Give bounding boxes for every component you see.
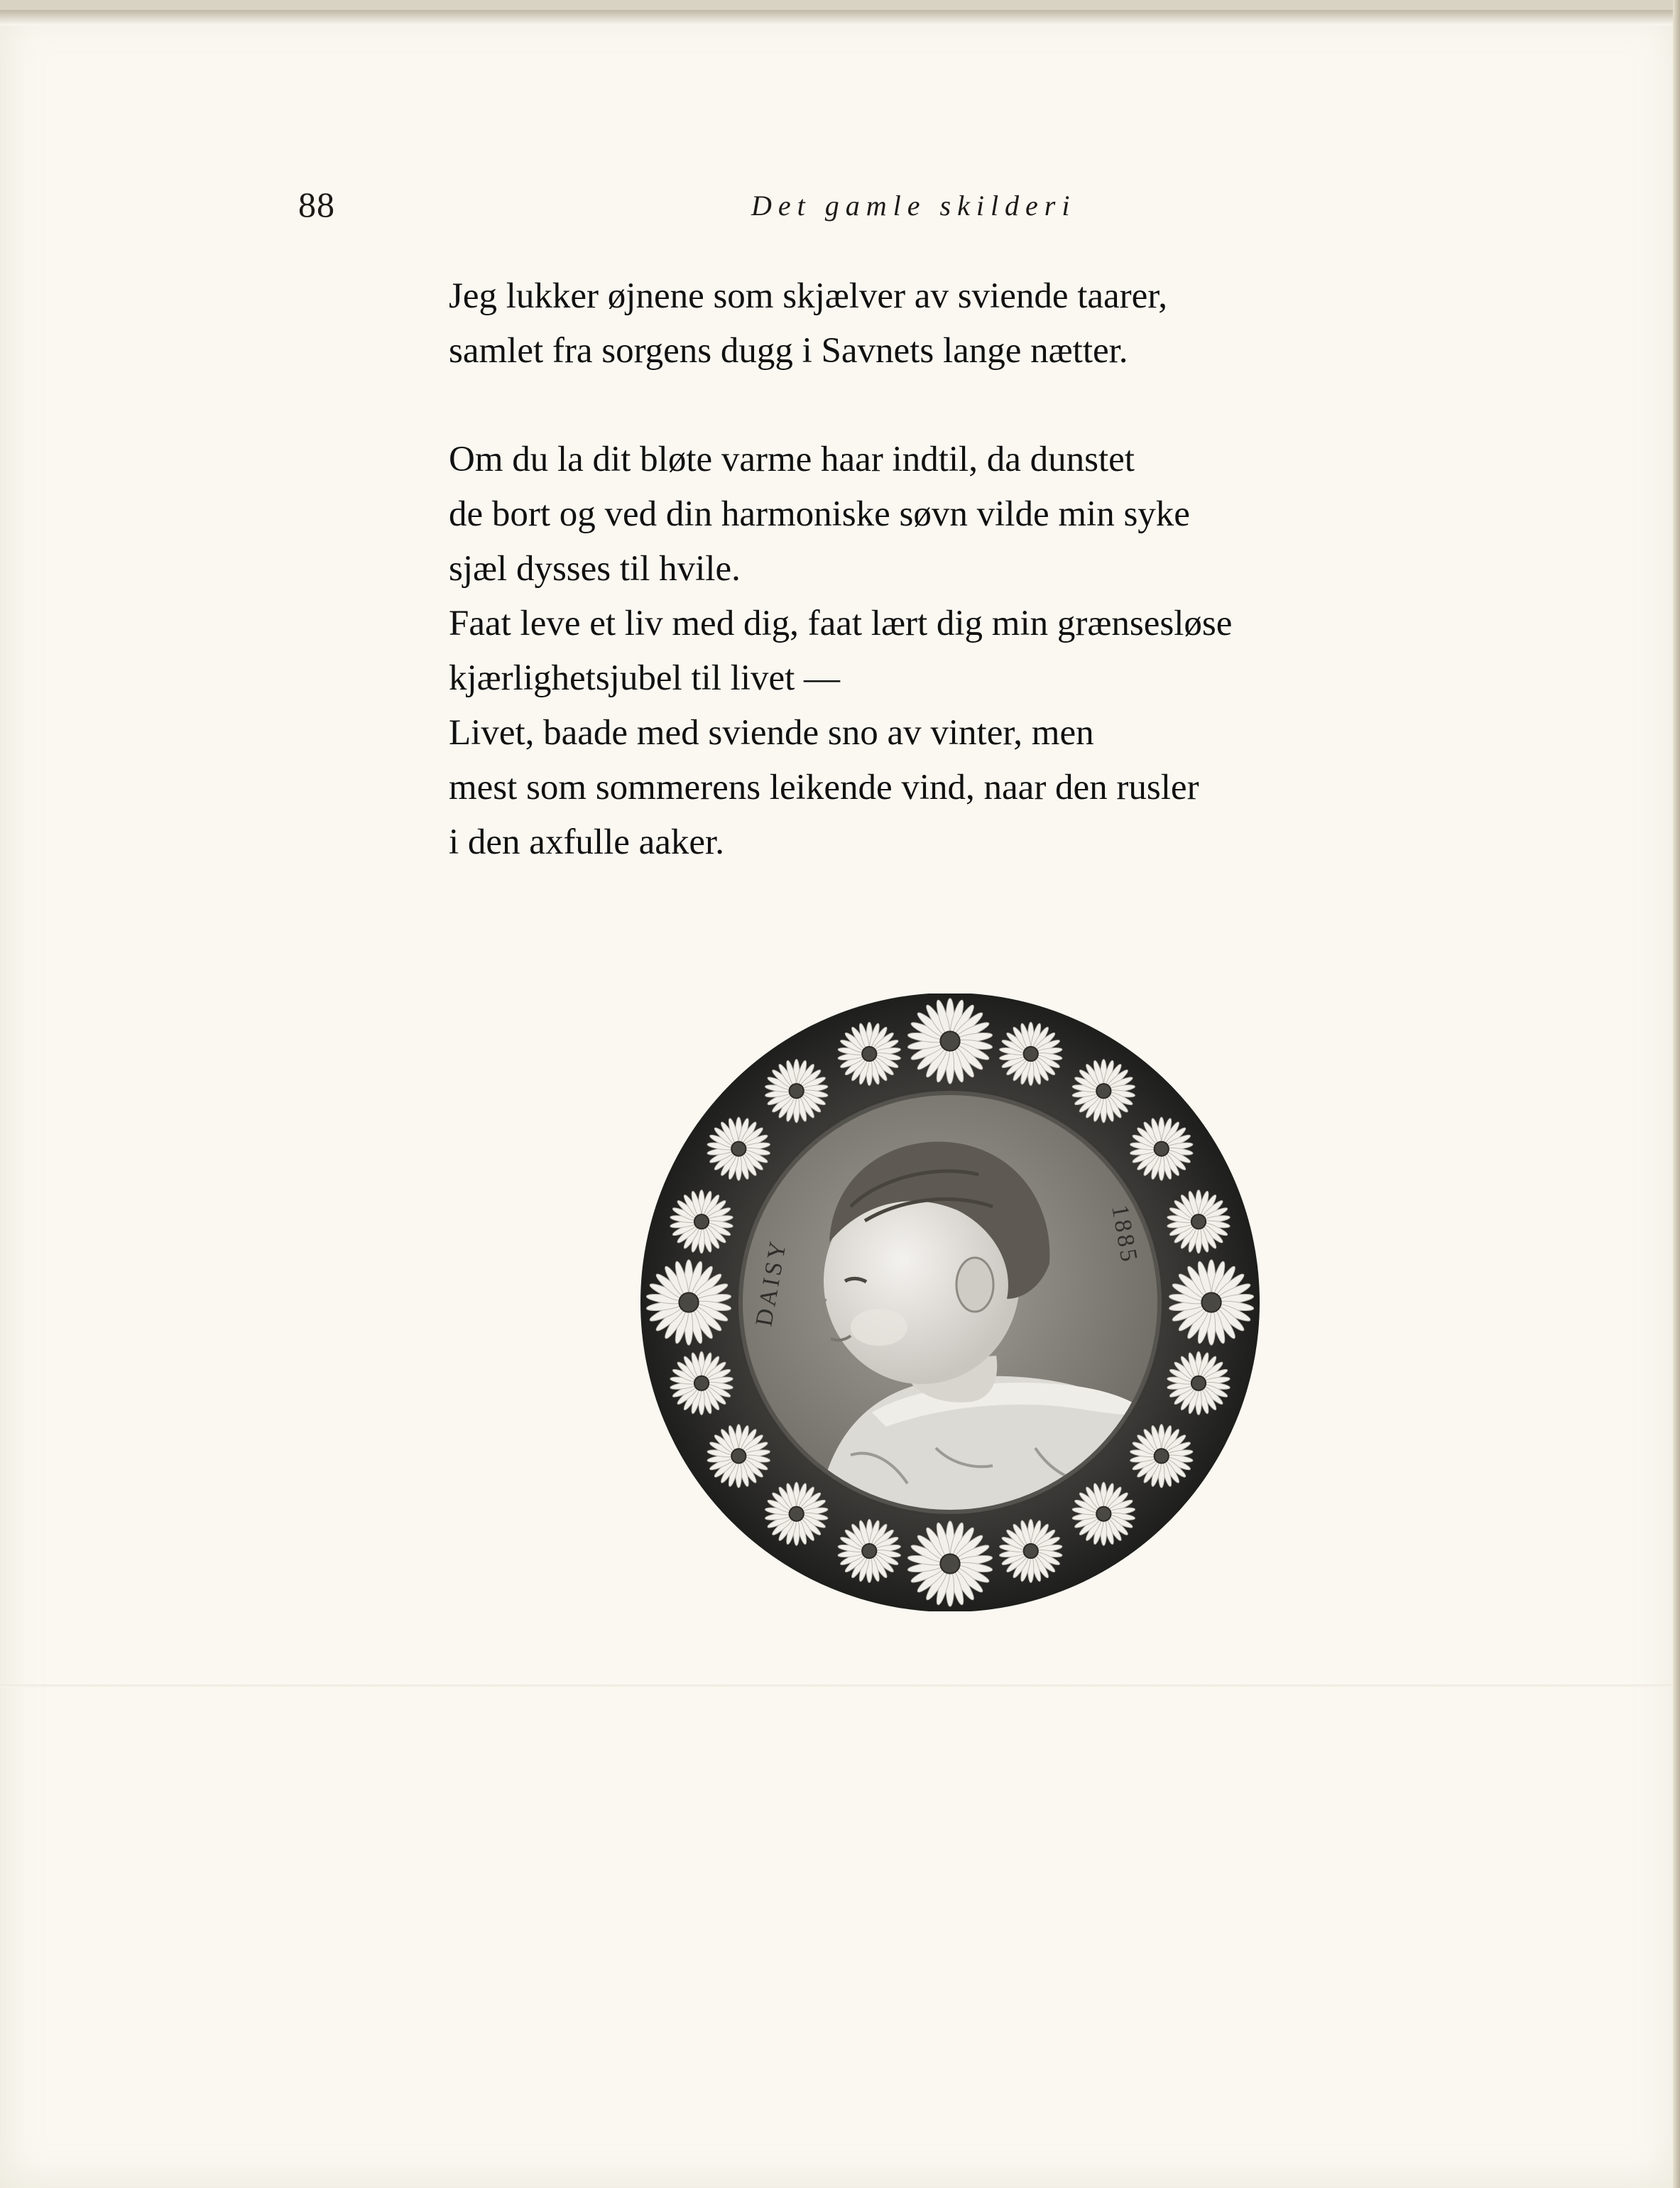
plate-inscription-right: 1885 — [1106, 1202, 1143, 1267]
daisy-center — [862, 1047, 876, 1061]
poem-line: Om du la dit bløte varme haar indtil, da dunstet — [449, 440, 1135, 479]
book-page — [0, 10, 1677, 2188]
daisy-center — [679, 1292, 698, 1312]
daisy-center — [1024, 1544, 1038, 1558]
daisy-center — [694, 1376, 709, 1390]
page-top-shadow — [0, 10, 1680, 26]
page-fold-line — [0, 1684, 1677, 1687]
daisy-center — [790, 1507, 804, 1521]
daisy-center — [1201, 1292, 1221, 1312]
poem-line: sjæl dysses til hvile. — [449, 549, 741, 589]
plate-inscription-left: DAISY — [751, 1236, 792, 1329]
stanza-gap — [449, 379, 1528, 432]
daisy-center — [1096, 1507, 1111, 1521]
daisy-center — [1155, 1142, 1169, 1156]
daisy-center — [862, 1544, 876, 1558]
daisy-center — [1191, 1376, 1206, 1390]
daisy-center — [694, 1214, 709, 1229]
portrait-plate-illustration — [638, 994, 1262, 1611]
poem-text — [449, 269, 1528, 870]
poem-line: Livet, baade med sviende sno av vinter, men — [449, 713, 1094, 753]
daisy-center — [731, 1142, 746, 1156]
page-number: 88 — [298, 185, 335, 224]
poem-line: Faat leve et liv med dig, faat lært dig min grænsesløse — [449, 604, 1233, 643]
baby-ear — [956, 1258, 993, 1312]
daisy-center — [731, 1449, 746, 1463]
poem-line: Jeg lukker øjnene som skjælver av sviende taarer, — [449, 276, 1167, 316]
page-right-edge — [1673, 0, 1680, 2188]
running-head: Det gamle skilderi — [751, 190, 1076, 222]
cheek-highlight — [851, 1309, 907, 1346]
daisy-center — [1024, 1047, 1038, 1061]
poem-line: kjærlighetsjubel til livet — — [449, 658, 841, 698]
daisy-center — [1096, 1084, 1111, 1098]
plate-svg — [638, 994, 1262, 1611]
daisy-center — [790, 1084, 804, 1098]
daisy-center — [1191, 1214, 1206, 1229]
daisy-center — [1155, 1449, 1169, 1463]
poem-line: de bort og ved din harmoniske søvn vilde min syke — [449, 494, 1190, 534]
poem-line: mest som sommerens leikende vind, naar den rusler — [449, 768, 1199, 807]
daisy-center — [940, 1031, 959, 1050]
daisy-center — [940, 1554, 959, 1573]
poem-line: i den axfulle aaker. — [449, 822, 724, 862]
poem-line: samlet fra sorgens dugg i Savnets lange nætter. — [449, 331, 1128, 371]
